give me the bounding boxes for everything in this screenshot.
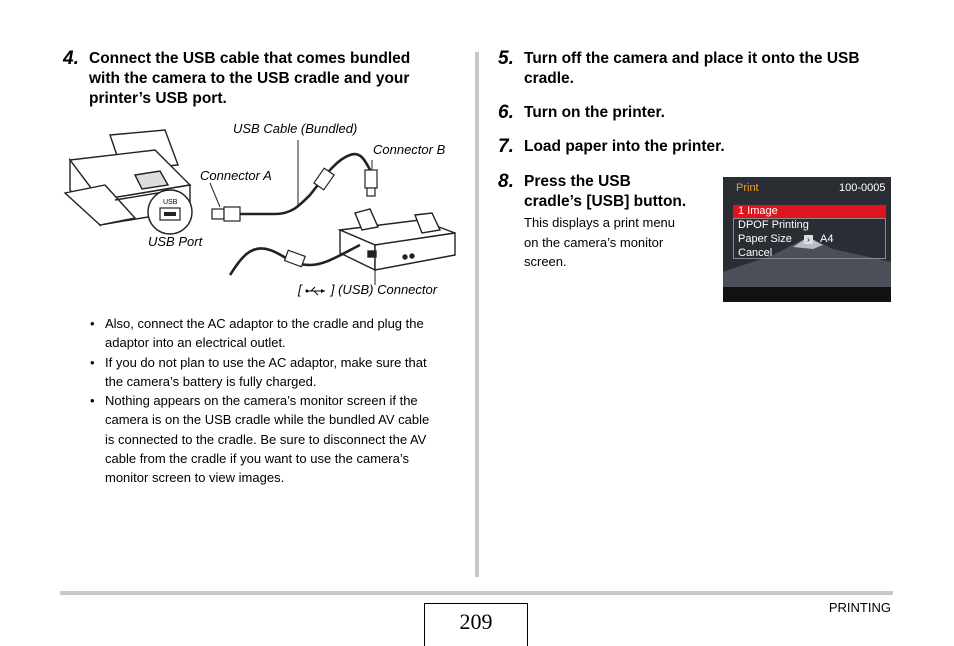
note-line: adaptor into an electrical outlet.	[105, 335, 286, 351]
step-7-text: Load paper into the printer.	[524, 138, 725, 155]
cradle-icon	[340, 209, 455, 270]
usb-cable-label: USB Cable (Bundled)	[233, 121, 358, 136]
lcd-menu-item: DPOF Printing	[738, 219, 809, 231]
usb-connector-prefix: [	[298, 282, 302, 297]
list-item	[88, 314, 458, 353]
step-5-line: Turn off the camera and place it onto the USB	[524, 50, 860, 67]
step-8-number: 8.	[498, 171, 514, 192]
note-line: • Also, connect the AC adaptor to the cradle and plug the	[105, 316, 424, 331]
usb-connector-suffix: ] (USB) Connector	[330, 282, 438, 297]
camera-monitor-screen	[723, 177, 891, 302]
description-line: screen.	[524, 254, 567, 269]
description-line: on the camera’s monitor	[524, 234, 664, 250]
step-5-text	[524, 49, 860, 89]
step-4-line: printer’s USB port.	[89, 90, 227, 107]
footer-divider	[60, 591, 893, 595]
step-8-line: Press the USB	[524, 173, 631, 190]
note-line: is connected to the cradle. Be sure to disconnect the AV	[105, 431, 427, 447]
step-4-text	[89, 49, 410, 109]
step-8-text	[524, 172, 686, 212]
note-line: cable from the cradle if you want to use the camera’s	[105, 451, 409, 467]
page-number: 209	[424, 603, 528, 646]
note-line: • If you do not plan to use the AC adaptor, make sure that	[105, 354, 427, 370]
step-6-text: Turn on the printer.	[524, 104, 665, 121]
lcd-menu-item: 1 Image	[738, 205, 778, 217]
note-line: monitor screen to view images.	[105, 470, 285, 486]
lcd-file-number: 100-0005	[839, 182, 886, 194]
lcd-menu-item: Cancel	[738, 247, 773, 259]
note-line: the camera’s battery is fully charged.	[105, 373, 317, 389]
note-line: camera is on the USB cradle while the bundled AV cable	[105, 412, 430, 428]
usb-cable-line	[240, 154, 370, 214]
lcd-menu-item: Paper Size	[738, 233, 792, 245]
step-8-line: cradle’s [USB] button.	[524, 193, 687, 210]
step-5-line: cradle.	[524, 70, 574, 87]
connector-b-label: Connector B	[373, 142, 446, 157]
connector-a-icon	[212, 207, 240, 221]
list-item	[88, 391, 458, 487]
usb-connector-label	[298, 282, 437, 297]
usb-port-label: USB Port	[148, 234, 203, 249]
step-7-number: 7.	[498, 136, 514, 157]
section-label: PRINTING	[828, 600, 891, 615]
lcd-title: Print	[736, 182, 759, 194]
list-item	[88, 353, 458, 392]
step-4-line: with the camera to the USB cradle and your	[89, 70, 410, 87]
connector-b-icon	[365, 170, 377, 196]
usb-symbol-icon	[305, 286, 327, 296]
step-5-number: 5.	[498, 48, 514, 69]
step-4-number: 4.	[63, 48, 79, 69]
usb-small-label: USB	[163, 199, 178, 206]
step-4-line: Connect the USB cable that comes bundled	[89, 50, 411, 67]
connection-diagram	[60, 115, 460, 310]
connector-a-label: Connector A	[200, 168, 272, 183]
ac-ferrite	[284, 250, 305, 266]
step-8-description	[524, 213, 675, 272]
description-line: This displays a print menu	[524, 215, 676, 230]
column-divider	[475, 52, 479, 577]
usb-port-icon	[148, 190, 192, 234]
notes-list	[88, 314, 458, 488]
step-6-number: 6.	[498, 102, 514, 123]
lcd-paper-value: A4	[820, 233, 834, 245]
note-line: • Nothing appears on the camera’s monitor screen if the	[105, 393, 418, 409]
lcd-arrow-icon: ›	[804, 235, 813, 244]
